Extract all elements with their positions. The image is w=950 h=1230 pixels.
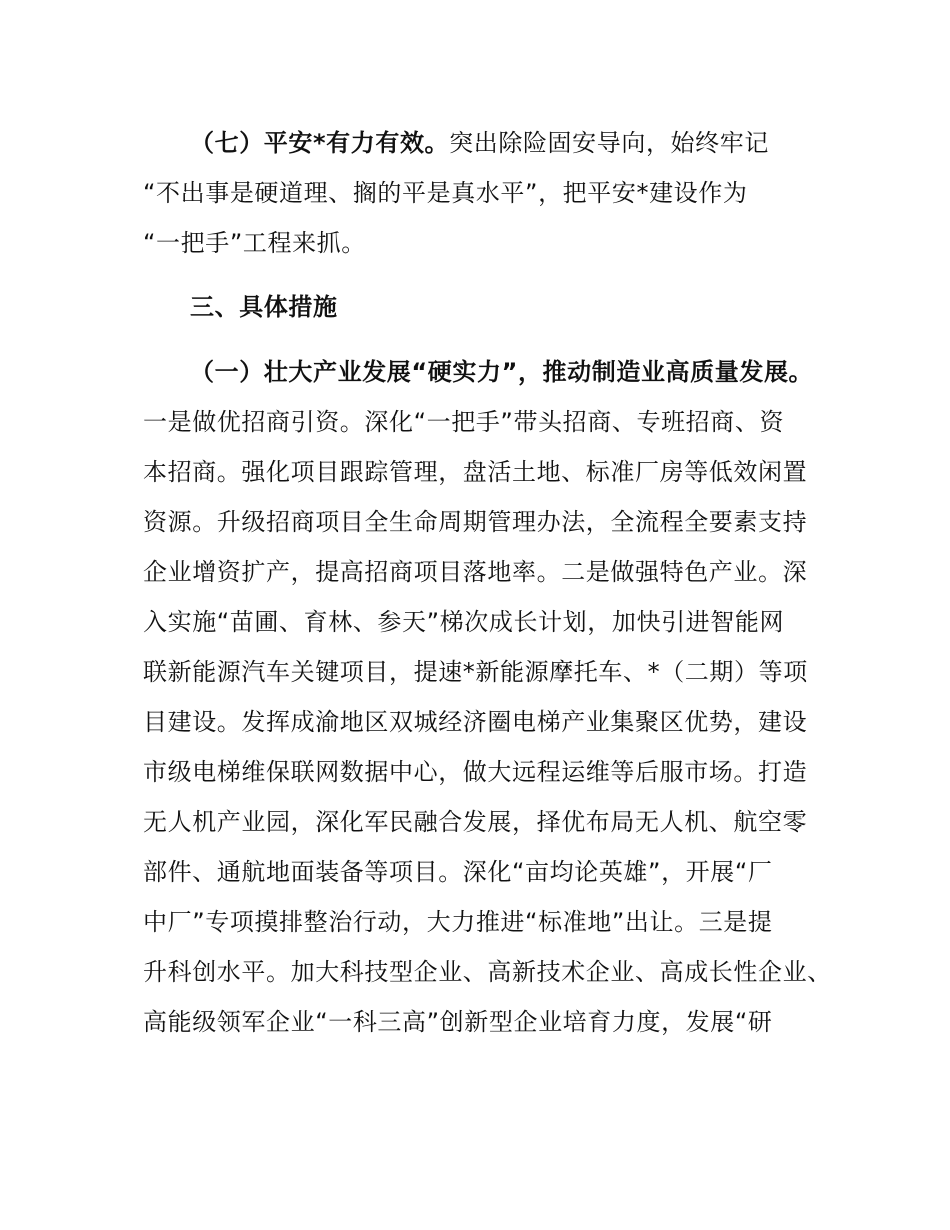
section-7-text: 突出除险固安导向，始终牢记 (449, 129, 769, 157)
section-7-line-3: “一把手”工程来抓。 (143, 229, 366, 257)
body-line: 联新能源汽车关键项目，提速*新能源摩托车、*（二期）等项 (143, 658, 808, 686)
body-line: 目建设。发挥成渝地区双城经济圈电梯产业集聚区优势，建设 (143, 708, 808, 736)
body-line: 中厂”专项摸排整治行动，大力推进“标准地”出让。三是提 (143, 908, 773, 936)
body-line: 无人机产业园，深化军民融合发展，择优布局无人机、航空零 (143, 808, 808, 836)
body-line: 本招商。强化项目跟踪管理，盘活土地、标准厂房等低效闲置 (143, 458, 808, 486)
body-line: 市级电梯维保联网数据中心，做大远程运维等后服市场。打造 (143, 758, 808, 786)
body-line: 升科创水平。加大科技型企业、高新技术企业、高成长性企业、 (143, 958, 832, 986)
body-line: 资源。升级招商项目全生命周期管理办法，全流程全要素支持 (143, 508, 808, 536)
body-line: 部件、通航地面装备等项目。深化“亩均论英雄”，开展“厂 (143, 858, 773, 886)
body-line: 高能级领军企业“一科三高”创新型企业培育力度，发展“研 (143, 1008, 773, 1036)
body-line: 一是做优招商引资。深化“一把手”带头招商、专班招商、资 (143, 408, 785, 436)
body-line: 企业增资扩产，提高招商项目落地率。二是做强特色产业。深 (143, 558, 808, 586)
body-line: 入实施“苗圃、育林、参天”梯次成长计划，加快引进智能网 (143, 608, 785, 636)
section-3-heading: 三、具体措施 (190, 293, 338, 321)
section-7-line-2: “不出事是硬道理、搁的平是真水平”，把平安*建设作为 (143, 179, 748, 207)
section-7-title: （七）平安*有力有效。 (190, 129, 450, 157)
measure-1-heading: （一）壮大产业发展“硬实力”，推动制造业高质量发展。 (190, 358, 814, 386)
section-7-line-1 (190, 127, 769, 159)
